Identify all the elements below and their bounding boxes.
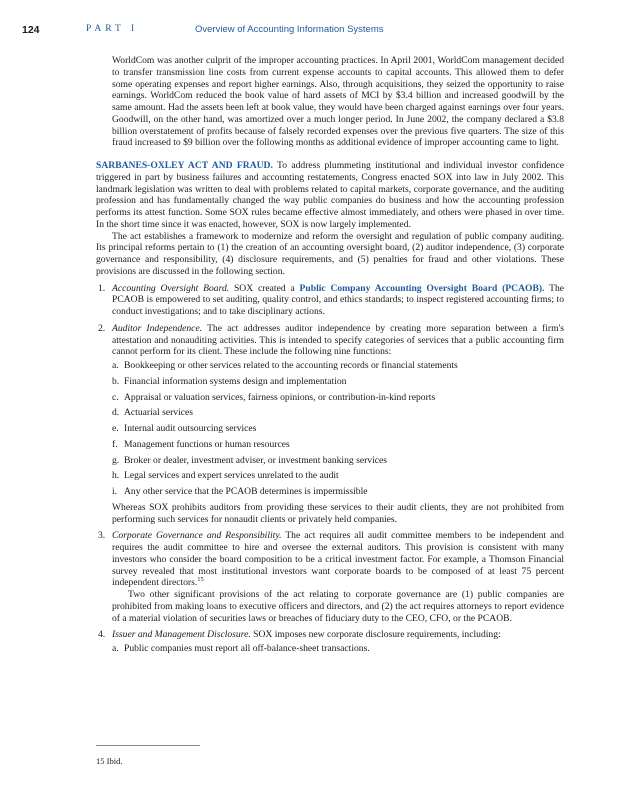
item-title: Accounting Oversight Board. <box>112 282 230 294</box>
item-title: Issuer and Management Disclosure. <box>112 629 251 641</box>
part-label: PART I <box>86 24 139 34</box>
footnote-divider <box>96 745 200 746</box>
disclosure-list <box>112 643 564 655</box>
footnote-number: 15 <box>96 756 105 766</box>
running-header <box>22 24 622 38</box>
item-title: Corporate Governance and Responsibility. <box>112 530 282 542</box>
chapter-title: Overview of Accounting Information Systems <box>195 24 384 35</box>
section-heading: SARBANES-OXLEY ACT AND FRAUD. <box>96 160 273 171</box>
list-item: a. Bookkeeping or other services related to the accounting records or financial statements <box>112 360 458 371</box>
item-paragraph: Two other significant provisions of the act relating to corporate governance are (1) public companies are prohibited from making loans to executive officers and directors, and (2) the act requires attorneys to report evidence of a material violation of securities laws or breaches of fiduciary duty to the CEO, CFO, or the PCAOB. <box>112 589 564 624</box>
page-number: 124 <box>22 24 40 36</box>
list-item: e. Internal audit outsourcing services <box>112 423 257 434</box>
footnote-ref: 15 <box>197 576 204 584</box>
list-item: 3. Corporate Governance and Responsibility. The act requires all audit committee members to be independent and requires the audit committee to hire and oversee the external auditors. This provision is consistent with many investors who consider the board composition to be a critical investment factor. For example, a Thomson Financial survey revealed that most institutional investors want corporate boards to be composed of at least 75 percent independent directors.$^{15}$ Two other significant provisions of the act relating to corporate governance are (1) public companies are prohibited from making loans to executive officers and directors, and (2) the act requires attorneys to report evidence of a material violation of securities laws or breaches of fiduciary duty to the CEO, CFO, or the PCAOB. <box>98 530 564 624</box>
sox-section-paragraph: SARBANES-OXLEY ACT AND FRAUD. To address plummeting institutional and individual investor confidence triggered in part by business failures and accounting restatements, Congress enacted SOX into law in July 2002. This landmark legislation was written to deal with problems related to capital markets, corporate governance, and the auditing profession and has fundamentally changed the way public companies do business and how the accounting profession performs its attest function. Some SOX rules became effective almost immediately, and others were phased in over time. In the short time since it was enacted, however, SOX is now largely implemented. <box>96 160 564 230</box>
sox-framework-paragraph: The act establishes a framework to modernize and reform the oversight and regulation of public company auditing. Its principal reforms pertain to (1) the creation of an accounting oversight board, (2) auditor independence, (3) corporate governance and responsibility, (4) disclosure requirements, and (5) penalties for fraud and other violations. These provisions are discussed in the following section. <box>96 230 564 277</box>
list-item: i. Any other service that the PCAOB determines is impermissible <box>112 486 368 497</box>
footnote <box>96 756 122 766</box>
list-item: g. Broker or dealer, investment adviser, or investment banking services <box>112 454 387 466</box>
list-item: h. Legal services and expert services unrelated to the audit <box>112 470 339 482</box>
sox-provisions-list <box>96 283 564 655</box>
list-item: 4. Issuer and Management Disclosure. SOX imposes new corporate disclosure requirements, including: a. Public companies must report all off-balance-sheet transactions. <box>96 629 564 655</box>
intro-paragraph: WorldCom was another culprit of the improper accounting practices. In April 2001, WorldCom management decided to transfer transmission line costs from current expense accounts to capital accounts. This allowed them to defer some operating expenses and report higher earnings. Also, through acquisitions, they seized the opportunity to raise earnings. WorldCom reduced the book value of hard assets of MCI by $3.4 billion and increased goodwill by the same amount. Had the assets been left at book value, they would have been charged against earnings over four years. Goodwill, on the other hand, was amortized over a much longer period. In June 2002, the company declared a $3.8 billion overstatement of profits because of falsely recorded expenses over the previous five quarters. The size of this fraud increased to $9 billion over the following months as additional evidence of improper accounting came to light. <box>112 55 564 149</box>
item-closing-text: Whereas SOX prohibits auditors from providing these services to their audit clients, they are not prohibited from performing such services for nonaudit clients or privately held companies. <box>112 501 564 525</box>
list-item: c. Appraisal or valuation services, fairness opinions, or contribution-in-kind reports <box>112 391 436 403</box>
list-item: b. Financial information systems design and implementation <box>112 375 347 387</box>
footnote-text: Ibid. <box>106 756 123 766</box>
prohibited-services-list <box>112 360 564 498</box>
list-item: f. Management functions or human resources <box>112 438 290 450</box>
list-item: 2. Auditor Independence. The act addresses auditor independence by creating more separation between a firm's attestation and nonauditing activities. This is intended to specify categories of services that a public accounting firm cannot perform for its client. These include the following nine functions: a. Bookkeeping or other services related to the accounting records or financial statements b. Financial information systems design and implementation c. Appraisal or valuation services, fairness opinions, or contribution-in-kind reports d. Actuarial services e. Internal audit outsourcing services f. Management functions or human resources g. Broker or dealer, investment adviser, or investment banking services h. Legal services and expert services unrelated to the audit i. Any other service that the PCAOB determines is impermissible Whereas SOX prohibits auditors from providing these services to their audit clients, they are not prohibited from performing such services for nonaudit clients or privately held companies. <box>98 322 564 525</box>
key-term: Public Company Accounting Oversight Board (PCAOB). <box>299 282 545 294</box>
list-item: 1. Accounting Oversight Board. SOX created a Public Company Accounting Oversight Board (PCAOB). The PCAOB is empowered to set auditing, quality control, and ethics standards; to inspect registered accounting firms; to conduct investigations; and to take disciplinary actions. <box>98 282 565 317</box>
list-item: a. Public companies must report all off-balance-sheet transactions. <box>112 643 370 654</box>
list-item: d. Actuarial services <box>112 407 193 419</box>
page-body <box>96 55 564 659</box>
item-title: Auditor Independence. <box>112 322 203 334</box>
